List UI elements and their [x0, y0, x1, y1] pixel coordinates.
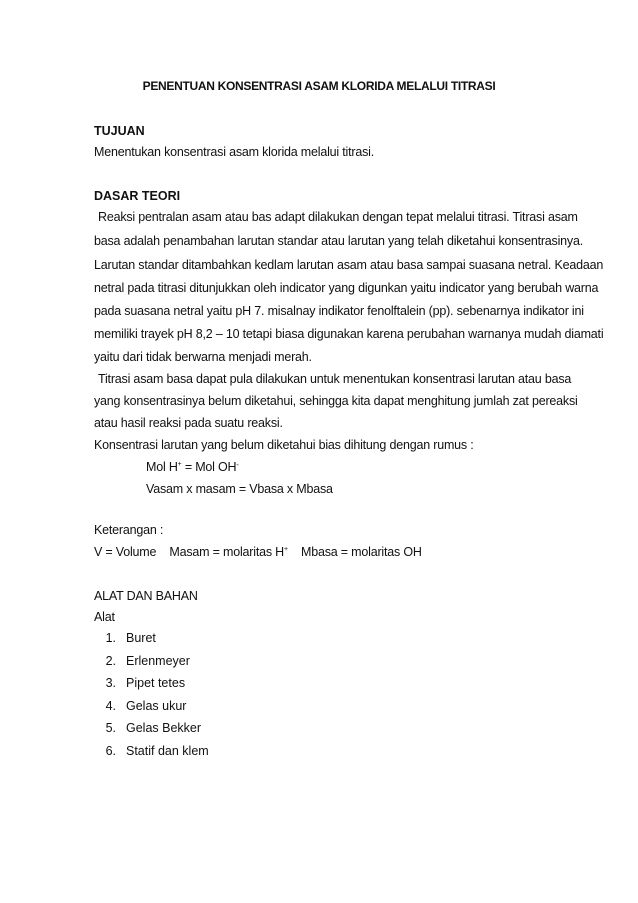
- formula-volume: Vasam x masam = Vbasa x Mbasa: [146, 482, 333, 496]
- keterangan-label: Keterangan :: [94, 523, 164, 537]
- list-label: Erlenmeyer: [126, 653, 190, 668]
- list-item: [94, 699, 209, 722]
- subheading-alat: Alat: [94, 610, 115, 624]
- paragraph-line: yaitu dari tidak berwarna menjadi merah.: [94, 350, 312, 364]
- list-label: Gelas Bekker: [126, 721, 202, 735]
- list-number: 2.: [105, 653, 116, 668]
- formula-mol-right: = Mol OH: [181, 460, 237, 474]
- tujuan-text: Menentukan konsentrasi asam klorida melalui titrasi.: [94, 145, 375, 159]
- formula-mol: [146, 460, 239, 474]
- list-label: Statif dan klem: [126, 743, 209, 758]
- paragraph-line: basa adalah penambahan larutan standar atau larutan yang telah diketahui konsentrasinya.: [94, 234, 584, 248]
- keterangan-def-b: Mbasa = molaritas OH: [287, 545, 422, 559]
- section-heading-dasar-teori: DASAR TEORI: [94, 189, 181, 203]
- superscript-minus: -: [236, 462, 239, 469]
- section-heading-alat-bahan: ALAT DAN BAHAN: [94, 589, 198, 603]
- paragraph-line: memiliki trayek pH 8,2 – 10 tetapi biasa digunakan karena perubahan warnanya mudah diamati: [94, 327, 604, 341]
- list-number: 6.: [105, 743, 116, 758]
- superscript-plus: +: [177, 461, 182, 468]
- list-number: 5.: [105, 721, 116, 735]
- keterangan-definitions: [94, 545, 422, 559]
- list-item: [94, 676, 209, 699]
- list-number: 1.: [105, 631, 116, 645]
- list-label: Pipet tetes: [126, 676, 186, 690]
- alat-list: [94, 631, 209, 766]
- paragraph-line: Reaksi pentralan asam atau bas adapt dilakukan dengan tepat melalui titrasi. Titrasi asam: [98, 210, 578, 224]
- paragraph-line: atau hasil reaksi pada suatu reaksi.: [94, 416, 283, 430]
- paragraph-line: Konsentrasi larutan yang belum diketahui bias dihitung dengan rumus :: [94, 438, 474, 452]
- list-item: [94, 631, 209, 654]
- section-heading-tujuan: TUJUAN: [94, 124, 145, 138]
- list-item: [94, 744, 209, 767]
- list-label: Gelas ukur: [126, 698, 187, 713]
- superscript-plus: +: [284, 546, 288, 553]
- list-item: [94, 654, 209, 677]
- paragraph-line: Larutan standar ditambahkan kedlam larutan asam atau basa sampai suasana netral. Keadaan: [94, 258, 604, 272]
- paragraph-line: pada suasana netral yaitu pH 7. misalnay indikator fenolftalein (pp). sebenarnya indikator ini: [94, 304, 584, 318]
- list-label: Buret: [126, 631, 156, 645]
- list-number: 4.: [105, 698, 116, 713]
- paragraph-line: netral pada titrasi ditunjukkan oleh indicator yang digunkan yaitu indicator yang berubah warna: [94, 281, 599, 295]
- keterangan-def-a: V = Volume Masam = molaritas H: [94, 545, 285, 559]
- list-item: [94, 721, 209, 744]
- formula-mol-left: Mol H: [146, 460, 178, 474]
- paragraph-line: yang konsentrasinya belum diketahui, sehingga kita dapat menghitung jumlah zat pereaksi: [94, 394, 578, 408]
- list-number: 3.: [105, 676, 116, 690]
- paragraph-line: Titrasi asam basa dapat pula dilakukan untuk menentukan konsentrasi larutan atau basa: [98, 372, 572, 386]
- document-title: PENENTUAN KONSENTRASI ASAM KLORIDA MELALUI TITRASI: [142, 79, 496, 93]
